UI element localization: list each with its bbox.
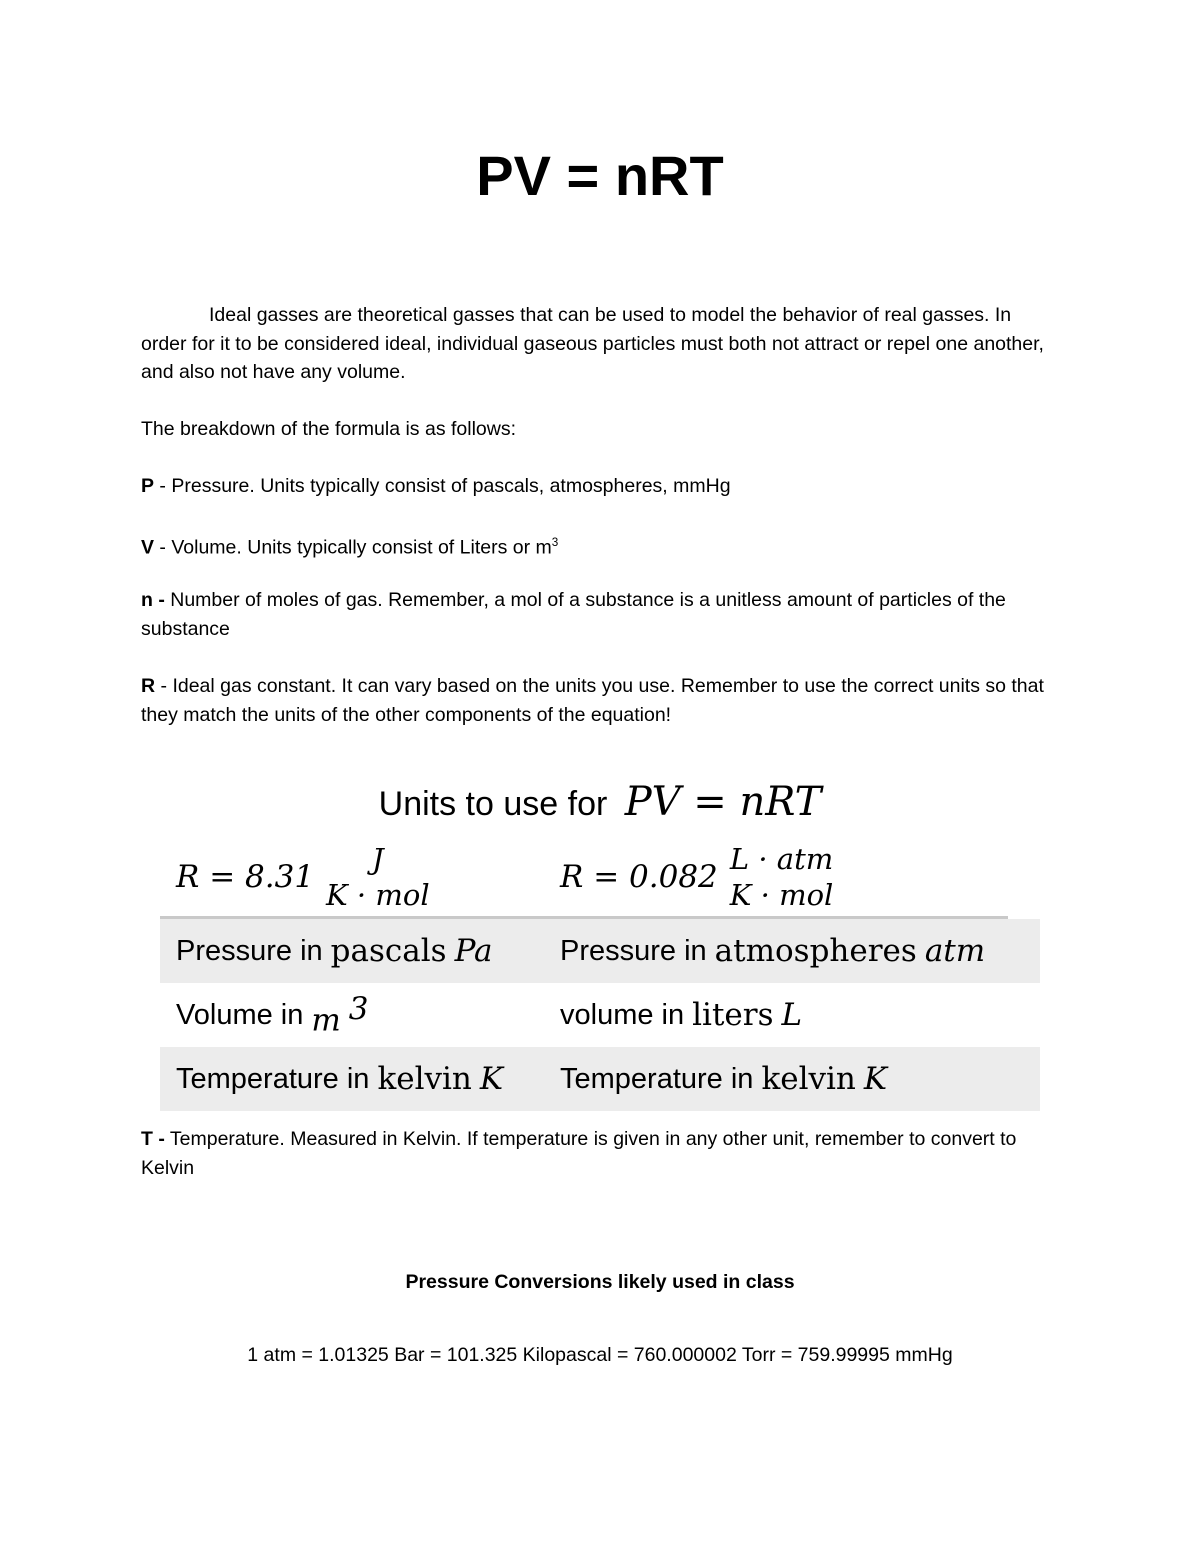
temperature-atm-cell: Temperature in kelvin K	[560, 1061, 888, 1097]
variable-t-text: Temperature. Measured in Kelvin. If temperature is given in any other unit, remember to convert to Kelvin	[141, 1128, 1017, 1179]
breakdown-intro: The breakdown of the formula is as follows:	[141, 418, 517, 440]
gas-constant-row	[0, 835, 1200, 919]
pressure-atm-cell: Pressure in atmospheres atm	[560, 933, 986, 969]
intro-paragraph	[141, 301, 1061, 387]
temperature-si-cell: Temperature in kelvin K	[176, 1061, 504, 1097]
units-table-title: Units to use for PV = nRT	[378, 779, 822, 825]
volume-si-cell: Volume in m $^3$	[176, 991, 369, 1039]
pressure-conversions: 1 atm = 1.01325 Bar = 101.325 Kilopascal = 760.000002 Torr = 759.99995 mmHg	[247, 1344, 953, 1366]
units-row-pressure	[160, 919, 1040, 983]
pressure-si-cell: Pressure in pascals Pa	[176, 933, 493, 969]
variable-n	[141, 586, 1061, 643]
variable-p-text: Pressure. Units typically consist of pascals, atmospheres, mmHg	[171, 475, 731, 497]
units-row-volume	[160, 983, 1040, 1047]
variable-n-text: Number of moles of gas. Remember, a mol of a substance is a unitless amount of particles of the substance	[141, 589, 1006, 640]
variable-v-superscript: 3	[551, 536, 559, 549]
r-atm-denominator: K · mol	[729, 878, 834, 912]
variable-t	[141, 1125, 1061, 1182]
r-atm-numerator: L · atm	[729, 842, 834, 876]
intro-text: Ideal gasses are theoretical gasses that can be used to model the behavior of real gasses. In order for it to be considered ideal, individual gaseous particles must both not attract or repel one another, and also not have any volume.	[141, 304, 1044, 383]
variable-t-symbol: T -	[141, 1128, 165, 1150]
r-si-numerator: J	[372, 842, 384, 876]
volume-liters-cell: volume in liters L	[560, 997, 803, 1033]
r-constant-atm: R = 0.082 L · atm K · mol	[560, 835, 837, 919]
variable-r-symbol: R	[141, 675, 156, 697]
variable-r-text: Ideal gas constant. It can vary based on the units you use. Remember to use the correct units so that they match the units of the other components of the equation!	[141, 675, 1044, 726]
page-title: PV = nRT	[476, 144, 724, 207]
variable-r: R - Ideal gas constant. It can vary based on the units you use. Remember to use the correct units so that they match the units of the other components of the equation!	[141, 675, 1044, 726]
variable-v: V - Volume. Units typically consist of Liters or $m^3$	[141, 536, 559, 559]
variable-v-text: Volume. Units typically consist of Liters or m	[171, 536, 552, 559]
units-row-temperature	[160, 1047, 1040, 1111]
variable-n-symbol: n -	[141, 589, 165, 611]
r-si-denominator: K · mol	[326, 878, 430, 912]
conversions-heading: Pressure Conversions likely used in class	[405, 1271, 795, 1293]
r-constant-si: R = 8.31 J K · mol	[176, 835, 434, 919]
variable-p: P - Pressure. Units typically consist of pascals, atmospheres, mmHg	[141, 475, 731, 497]
units-title-equation: PV = nRT	[624, 779, 822, 825]
variable-p-symbol: P	[141, 475, 155, 497]
variable-v-symbol: V	[141, 536, 155, 559]
